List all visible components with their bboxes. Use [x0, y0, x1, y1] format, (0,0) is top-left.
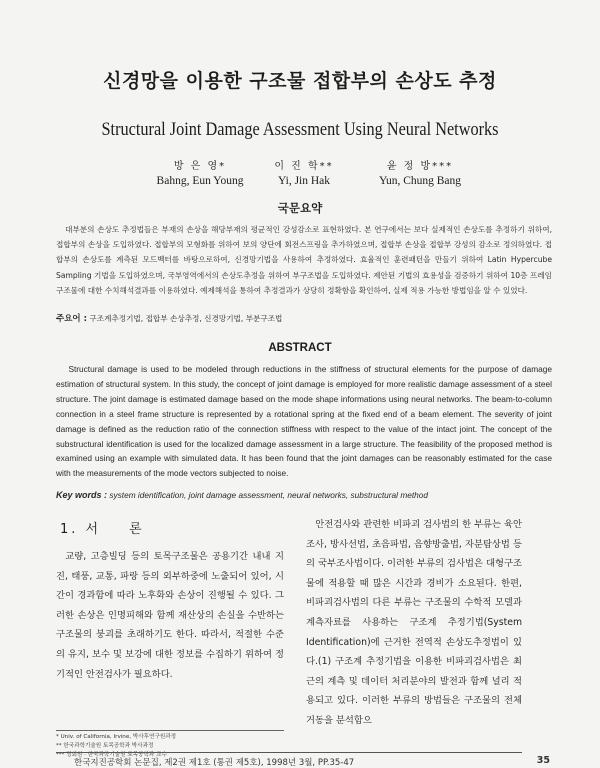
author-2 — [244, 157, 364, 187]
english-abstract — [56, 362, 552, 481]
korean-abstract-heading: 국문요약 — [277, 201, 323, 215]
english-abstract-heading: ABSTRACT — [268, 342, 332, 354]
paper-title-korean: 신경망을 이용한 구조물 접합부의 손상도 추정 — [103, 70, 497, 92]
footnote-2: ** 한국과학기술원 토목공학과 박사과정 — [56, 743, 154, 749]
section-title-part-2: 론 — [129, 522, 145, 537]
introduction-paragraph: 교량, 고층빌딩 등의 토목구조물은 공용기간 내내 지진, 태풍, 교통, 파랑 등의 외부하중에 노출되어 있어, 시간이 경과함에 따라 노후화와 손상이 진행될 수 있다. 그러한 손상은 인명피해와 함께 재산상의 손실을 수반하는 구조물의 붕괴를 초래하기도 한다. 따라서, 적절한 수준의 유지, 보수 및 보강에 대한 정보를 수집하기 위하여 정기적인 안전검사가 필요하다. — [56, 551, 284, 680]
author-3 — [360, 157, 480, 187]
english-keywords-text: system identification, joint damage assessment, neural networks, substructural method — [109, 490, 428, 500]
english-keywords-label: Key words : — [56, 490, 108, 500]
author-2-korean-name: 이 진 학** — [274, 161, 334, 172]
footnote-1: * Univ. of California, Irvine, 박사후연구원과정 — [56, 734, 177, 740]
korean-keywords — [56, 312, 282, 324]
english-keywords — [56, 490, 552, 500]
right-column-paragraph: 안전검사와 관련한 비파괴 검사법의 한 부류는 육안조사, 방사선법, 초음파법, 음향방출법, 자분탐상법 등의 국부조사법이다. 이러한 부류의 검사법은 대형구조물에 적용할 때 많은 시간과 경비가 소요된다. 한편, 비파괴검사법의 다른 부류는 구조물의 수학적 모델과 계측자료를 사용하는 구조계 추정기법(System Identification)에 근거한 전역적 손상도추정법이 있다.(1) 구조계 추정기법을 이용한 비파괴검사법은 최근의 계측 및 데이터 처리분야의 발전과 함께 널리 적용되고 있다. 이러한 부류의 방법들은 구조물의 전체 거동을 분석함으 — [306, 519, 522, 726]
right-column — [306, 515, 522, 731]
author-1-english-name: Bahng, Eun Young — [156, 175, 244, 187]
english-abstract-text: Structural damage is used to be modeled through reductions in the stiffness of structural elements for the purpose of damage estimation of structural system. In this study, the concept of joint damage is employed for more realistic damage assessment of a steel structure. The joint damage is estimated damage based on the mode shape informations using neural networks. The beam-to-column connection in a steel frame structure is represented by a rotational spring at the fixed end of a beam element. The severity of joint damage is defined as the reduction ratio of the connection stiffness with respect to the value of the intact joint. The concept of the substructural identification is used for the localized damage assessment in a large structure. The feasibility of the proposed method is examined using an example with simulated data. It has been found that the joint damages can be reasonably estimated for the case with the measurements of the mode vectors subjected to noise. — [56, 364, 552, 479]
introduction-heading — [60, 518, 284, 537]
korean-keywords-text: 구조계추정기법, 접합부 손상추정, 신경망기법, 부분구조법 — [89, 314, 283, 323]
korean-abstract-text: 대부분의 손상도 추정법들은 부재의 손상을 해당부재의 평균적인 강성감소로 표현하였다. 본 연구에서는 보다 실제적인 손상도를 추정하기 위하여, 접합부의 손상을 도입하였다. 접합부의 모형화를 위하여 보의 양단에 회전스프링을 추가하였으며, 접합부 손상을 접합부 강성의 감소로 정의하였다. 접합부의 손상도를 계측된 모드벡터를 바탕으로하여, 신경망기법을 사용하여 추정하였다. 효율적인 훈련패턴을 만들기 위하여 Latin Hypercube Sampling 기법을 도입하였으며, 국부영역에서의 손상도추정을 위하여 부구조법을 도입하였다. 제안된 기법의 효용성을 검증하기 위하여 10층 프레임구조물에 대한 수치해석결과를 이용하였다. 예제해석을 통하여 추정결과가 상당히 정확함을 확인하여, 실제 적용 가능한 방법임을 알 수 있었다. — [56, 225, 552, 295]
paper-title-english: Structural Joint Damage Assessment Using Neural Networks — [101, 120, 499, 140]
footnote-3: *** 정회원 · 한국과학기술원 토목공학과 교수 — [56, 752, 167, 758]
section-title-part-1: 서 — [85, 522, 102, 537]
author-3-korean-name: 윤 정 방*** — [386, 161, 454, 172]
left-column — [56, 518, 284, 684]
korean-abstract — [56, 222, 552, 298]
page-footer — [56, 752, 550, 768]
author-3-english-name: Yun, Chung Bang — [378, 175, 462, 187]
korean-keywords-label: 주요어 : — [56, 314, 87, 324]
journal-citation: 한국지진공학회 논문집, 제2권 제1호 (통권 제5호), 1998년 3월, PP.35-47 — [74, 758, 355, 768]
section-number: 1. — [60, 522, 79, 537]
author-2-english-name: Yi, Jin Hak — [277, 175, 331, 187]
page-number: 35 — [536, 755, 550, 766]
author-1-korean-name: 방 은 영* — [173, 161, 227, 172]
author-1 — [140, 157, 260, 187]
